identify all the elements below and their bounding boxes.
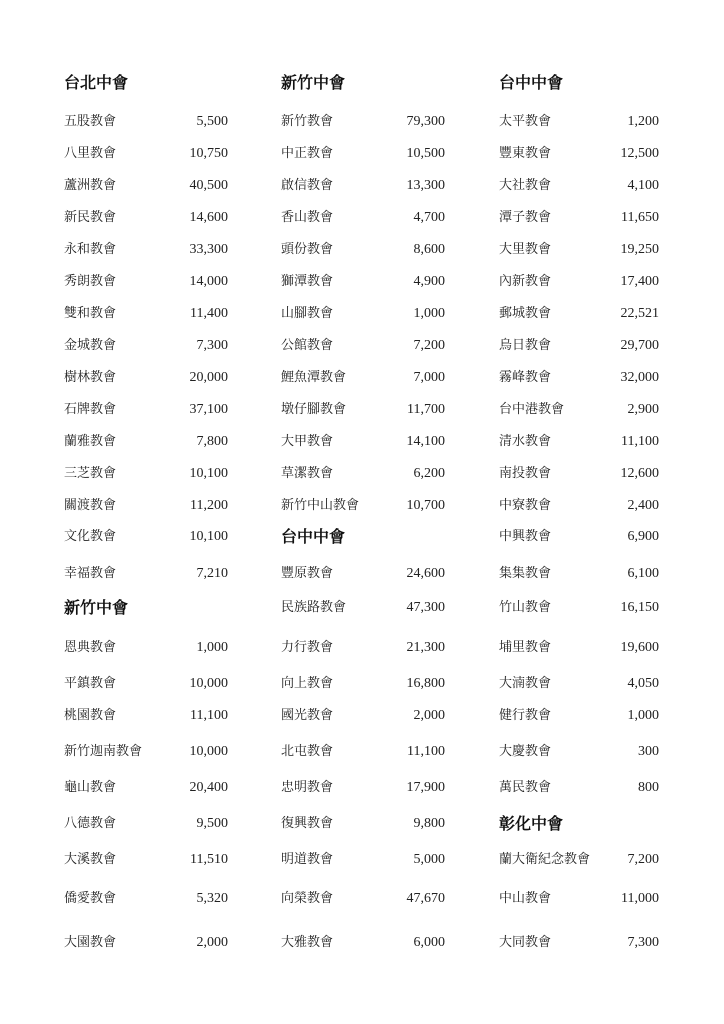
- church-name: 中興教會: [499, 529, 552, 544]
- donation-amount: 2,000: [413, 708, 445, 723]
- church-name: 民族路教會: [281, 600, 347, 615]
- church-row: [499, 638, 659, 658]
- donation-amount: 9,800: [413, 816, 445, 831]
- church-row: [64, 208, 228, 228]
- church-name: 獅潭教會: [281, 274, 334, 289]
- church-row: [281, 814, 445, 834]
- section-header: 台北中會: [64, 73, 129, 92]
- church-name: 烏日教會: [499, 338, 552, 353]
- donation-amount: 7,300: [627, 935, 659, 950]
- donation-amount: 6,900: [627, 529, 659, 544]
- church-name: 平鎮教會: [64, 676, 117, 691]
- church-name: 山腳教會: [281, 306, 334, 321]
- church-name: 豐東教會: [499, 146, 552, 161]
- church-row: [281, 706, 445, 726]
- church-name: 蘆洲教會: [64, 178, 117, 193]
- donation-amount: 24,600: [406, 566, 445, 581]
- church-name: 大社教會: [499, 178, 552, 193]
- church-name: 五股教會: [64, 114, 117, 129]
- church-row: [64, 814, 228, 834]
- church-name: 北屯教會: [281, 744, 334, 759]
- church-row: [281, 496, 445, 516]
- church-row: [499, 778, 659, 798]
- church-name: 公館教會: [281, 338, 334, 353]
- church-row: [64, 176, 228, 196]
- church-name: 大里教會: [499, 242, 552, 257]
- church-row: [281, 778, 445, 798]
- church-row: [64, 889, 228, 909]
- church-row: [64, 674, 228, 694]
- church-name: 霧峰教會: [499, 370, 552, 385]
- church-name: 中寮教會: [499, 498, 552, 513]
- section-header: 新竹中會: [64, 598, 129, 617]
- church-row: [64, 368, 228, 388]
- donation-amount: 300: [638, 744, 659, 759]
- church-name: 龜山教會: [64, 780, 117, 795]
- donation-amount: 20,400: [189, 780, 228, 795]
- church-row: [281, 850, 445, 870]
- donation-amount: 7,200: [627, 852, 659, 867]
- donation-amount: 19,250: [620, 242, 659, 257]
- church-row: [281, 400, 445, 420]
- donation-amount: 8,600: [413, 242, 445, 257]
- donation-amount: 10,000: [189, 744, 228, 759]
- donation-amount: 800: [638, 780, 659, 795]
- donation-amount: 14,600: [189, 210, 228, 225]
- church-row: [64, 336, 228, 356]
- donation-amount: 11,000: [621, 891, 659, 906]
- church-row: [281, 272, 445, 292]
- donation-amount: 33,300: [189, 242, 228, 257]
- donation-amount: 10,700: [406, 498, 445, 513]
- donation-amount: 7,300: [196, 338, 228, 353]
- church-name: 新竹迦南教會: [64, 744, 143, 759]
- church-name: 恩典教會: [64, 640, 117, 655]
- church-row: [64, 112, 228, 132]
- donation-amount: 11,100: [190, 708, 228, 723]
- church-row: [281, 208, 445, 228]
- donation-amount: 4,100: [627, 178, 659, 193]
- church-row: [281, 933, 445, 953]
- donation-amount: 4,050: [627, 676, 659, 691]
- church-row: [64, 850, 228, 870]
- church-row: [499, 496, 659, 516]
- church-row: [281, 564, 445, 584]
- donation-amount: 20,000: [189, 370, 228, 385]
- donation-amount: 17,900: [406, 780, 445, 795]
- donation-amount: 13,300: [406, 178, 445, 193]
- church-name: 向榮教會: [281, 891, 334, 906]
- church-row: [499, 598, 659, 618]
- church-row: [499, 850, 659, 870]
- church-row: [499, 400, 659, 420]
- church-row: [499, 240, 659, 260]
- church-row: [64, 240, 228, 260]
- section-header: 台中中會: [499, 73, 564, 92]
- church-name: 大湳教會: [499, 676, 552, 691]
- church-name: 墩仔腳教會: [281, 402, 347, 417]
- donation-amount: 16,150: [620, 600, 659, 615]
- donation-amount: 12,500: [620, 146, 659, 161]
- church-row: [499, 432, 659, 452]
- donation-amount: 47,670: [406, 891, 445, 906]
- donation-amount: 10,750: [189, 146, 228, 161]
- church-name: 力行教會: [281, 640, 334, 655]
- church-name: 台中港教會: [499, 402, 565, 417]
- church-name: 文化教會: [64, 529, 117, 544]
- donation-amount: 7,800: [196, 434, 228, 449]
- church-name: 雙和教會: [64, 306, 117, 321]
- church-name: 香山教會: [281, 210, 334, 225]
- donation-amount: 40,500: [189, 178, 228, 193]
- church-row: [499, 706, 659, 726]
- donation-amount: 5,500: [196, 114, 228, 129]
- church-name: 三芝教會: [64, 466, 117, 481]
- church-row: [64, 527, 228, 547]
- donation-amount: 1,000: [196, 640, 228, 655]
- church-row: [281, 112, 445, 132]
- church-row: [281, 742, 445, 762]
- church-name: 草潔教會: [281, 466, 334, 481]
- church-name: 大慶教會: [499, 744, 552, 759]
- church-row: [499, 336, 659, 356]
- donation-amount: 11,400: [190, 306, 228, 321]
- church-name: 中山教會: [499, 891, 552, 906]
- church-row: [281, 598, 445, 618]
- church-row: [499, 112, 659, 132]
- church-name: 啟信教會: [281, 178, 334, 193]
- church-row: [499, 304, 659, 324]
- church-row: [64, 464, 228, 484]
- donation-amount: 11,100: [407, 744, 445, 759]
- church-row: [499, 208, 659, 228]
- church-row: [499, 464, 659, 484]
- church-name: 石牌教會: [64, 402, 117, 417]
- donation-amount: 12,600: [620, 466, 659, 481]
- church-row: [281, 368, 445, 388]
- church-name: 鯉魚潭教會: [281, 370, 347, 385]
- church-row: [499, 674, 659, 694]
- donation-amount: 32,000: [620, 370, 659, 385]
- church-row: [499, 933, 659, 953]
- section-header: 彰化中會: [499, 814, 564, 833]
- donation-amount: 4,900: [413, 274, 445, 289]
- donation-amount: 1,000: [413, 306, 445, 321]
- church-row: [281, 240, 445, 260]
- church-name: 埔里教會: [499, 640, 552, 655]
- donation-amount: 4,700: [413, 210, 445, 225]
- church-name: 僑愛教會: [64, 891, 117, 906]
- donation-amount: 22,521: [620, 306, 659, 321]
- donation-amount: 7,210: [196, 566, 228, 581]
- donation-amount: 11,510: [190, 852, 228, 867]
- church-name: 八德教會: [64, 816, 117, 831]
- church-name: 蘭雅教會: [64, 434, 117, 449]
- church-name: 關渡教會: [64, 498, 117, 513]
- church-row: [64, 778, 228, 798]
- church-name: 蘭大衛紀念教會: [499, 852, 591, 867]
- section-header: 台中中會: [281, 527, 346, 546]
- church-row: [281, 176, 445, 196]
- church-row: [64, 638, 228, 658]
- church-name: 秀朗教會: [64, 274, 117, 289]
- church-name: 集集教會: [499, 566, 552, 581]
- church-row: [64, 304, 228, 324]
- church-name: 萬民教會: [499, 780, 552, 795]
- church-row: [64, 742, 228, 762]
- church-row: [64, 144, 228, 164]
- donation-amount: 11,100: [621, 434, 659, 449]
- donation-amount: 11,700: [407, 402, 445, 417]
- church-name: 太平教會: [499, 114, 552, 129]
- church-row: [281, 638, 445, 658]
- church-row: [499, 368, 659, 388]
- church-row: [64, 432, 228, 452]
- donation-amount: 1,000: [627, 708, 659, 723]
- donation-amount: 10,100: [189, 529, 228, 544]
- section-header: 新竹中會: [281, 73, 346, 92]
- church-name: 中正教會: [281, 146, 334, 161]
- donation-amount: 14,100: [406, 434, 445, 449]
- donation-amount: 5,000: [413, 852, 445, 867]
- donation-amount: 17,400: [620, 274, 659, 289]
- church-name: 大甲教會: [281, 434, 334, 449]
- church-name: 豐原教會: [281, 566, 334, 581]
- church-row: [64, 272, 228, 292]
- church-name: 南投教會: [499, 466, 552, 481]
- church-name: 明道教會: [281, 852, 334, 867]
- church-row: [499, 564, 659, 584]
- donation-amount: 37,100: [189, 402, 228, 417]
- church-row: [64, 564, 228, 584]
- donation-amount: 9,500: [196, 816, 228, 831]
- church-name: 忠明教會: [281, 780, 334, 795]
- church-row: [281, 144, 445, 164]
- church-row: [281, 464, 445, 484]
- donation-amount: 29,700: [620, 338, 659, 353]
- donation-amount: 11,200: [190, 498, 228, 513]
- church-row: [499, 272, 659, 292]
- donation-amount: 11,650: [621, 210, 659, 225]
- donation-amount: 6,000: [413, 935, 445, 950]
- church-row: [499, 176, 659, 196]
- church-row: [499, 889, 659, 909]
- donation-amount: 16,800: [406, 676, 445, 691]
- donation-amount: 6,100: [627, 566, 659, 581]
- church-name: 新竹教會: [281, 114, 334, 129]
- donation-amount: 6,200: [413, 466, 445, 481]
- donation-amount: 5,320: [196, 891, 228, 906]
- church-row: [64, 400, 228, 420]
- church-name: 幸福教會: [64, 566, 117, 581]
- donation-amount: 2,400: [627, 498, 659, 513]
- church-name: 新竹中山教會: [281, 498, 360, 513]
- donation-amount: 10,100: [189, 466, 228, 481]
- church-name: 國光教會: [281, 708, 334, 723]
- church-name: 大雅教會: [281, 935, 334, 950]
- donation-amount: 21,300: [406, 640, 445, 655]
- church-row: [64, 496, 228, 516]
- church-name: 頭份教會: [281, 242, 334, 257]
- church-name: 樹林教會: [64, 370, 117, 385]
- donation-amount: 19,600: [620, 640, 659, 655]
- donation-amount: 7,000: [413, 370, 445, 385]
- church-name: 金城教會: [64, 338, 117, 353]
- church-name: 內新教會: [499, 274, 552, 289]
- church-row: [281, 674, 445, 694]
- church-name: 大園教會: [64, 935, 117, 950]
- church-name: 大同教會: [499, 935, 552, 950]
- donation-amount: 10,000: [189, 676, 228, 691]
- donation-amount: 10,500: [406, 146, 445, 161]
- church-row: [499, 527, 659, 547]
- church-name: 大溪教會: [64, 852, 117, 867]
- donation-amount: 14,000: [189, 274, 228, 289]
- church-name: 潭子教會: [499, 210, 552, 225]
- church-row: [499, 144, 659, 164]
- church-row: [281, 432, 445, 452]
- church-name: 永和教會: [64, 242, 117, 257]
- church-name: 清水教會: [499, 434, 552, 449]
- church-row: [499, 742, 659, 762]
- church-name: 八里教會: [64, 146, 117, 161]
- donation-amount: 79,300: [406, 114, 445, 129]
- church-row: [281, 304, 445, 324]
- donation-amount: 2,900: [627, 402, 659, 417]
- donation-amount: 1,200: [627, 114, 659, 129]
- church-row: [281, 336, 445, 356]
- donation-amount: 7,200: [413, 338, 445, 353]
- donation-amount: 2,000: [196, 935, 228, 950]
- church-row: [281, 889, 445, 909]
- church-name: 向上教會: [281, 676, 334, 691]
- church-name: 復興教會: [281, 816, 334, 831]
- church-name: 郵城教會: [499, 306, 552, 321]
- church-row: [64, 706, 228, 726]
- church-name: 新民教會: [64, 210, 117, 225]
- church-name: 竹山教會: [499, 600, 552, 615]
- church-name: 健行教會: [499, 708, 552, 723]
- church-name: 桃園教會: [64, 708, 117, 723]
- church-row: [64, 933, 228, 953]
- donation-amount: 47,300: [406, 600, 445, 615]
